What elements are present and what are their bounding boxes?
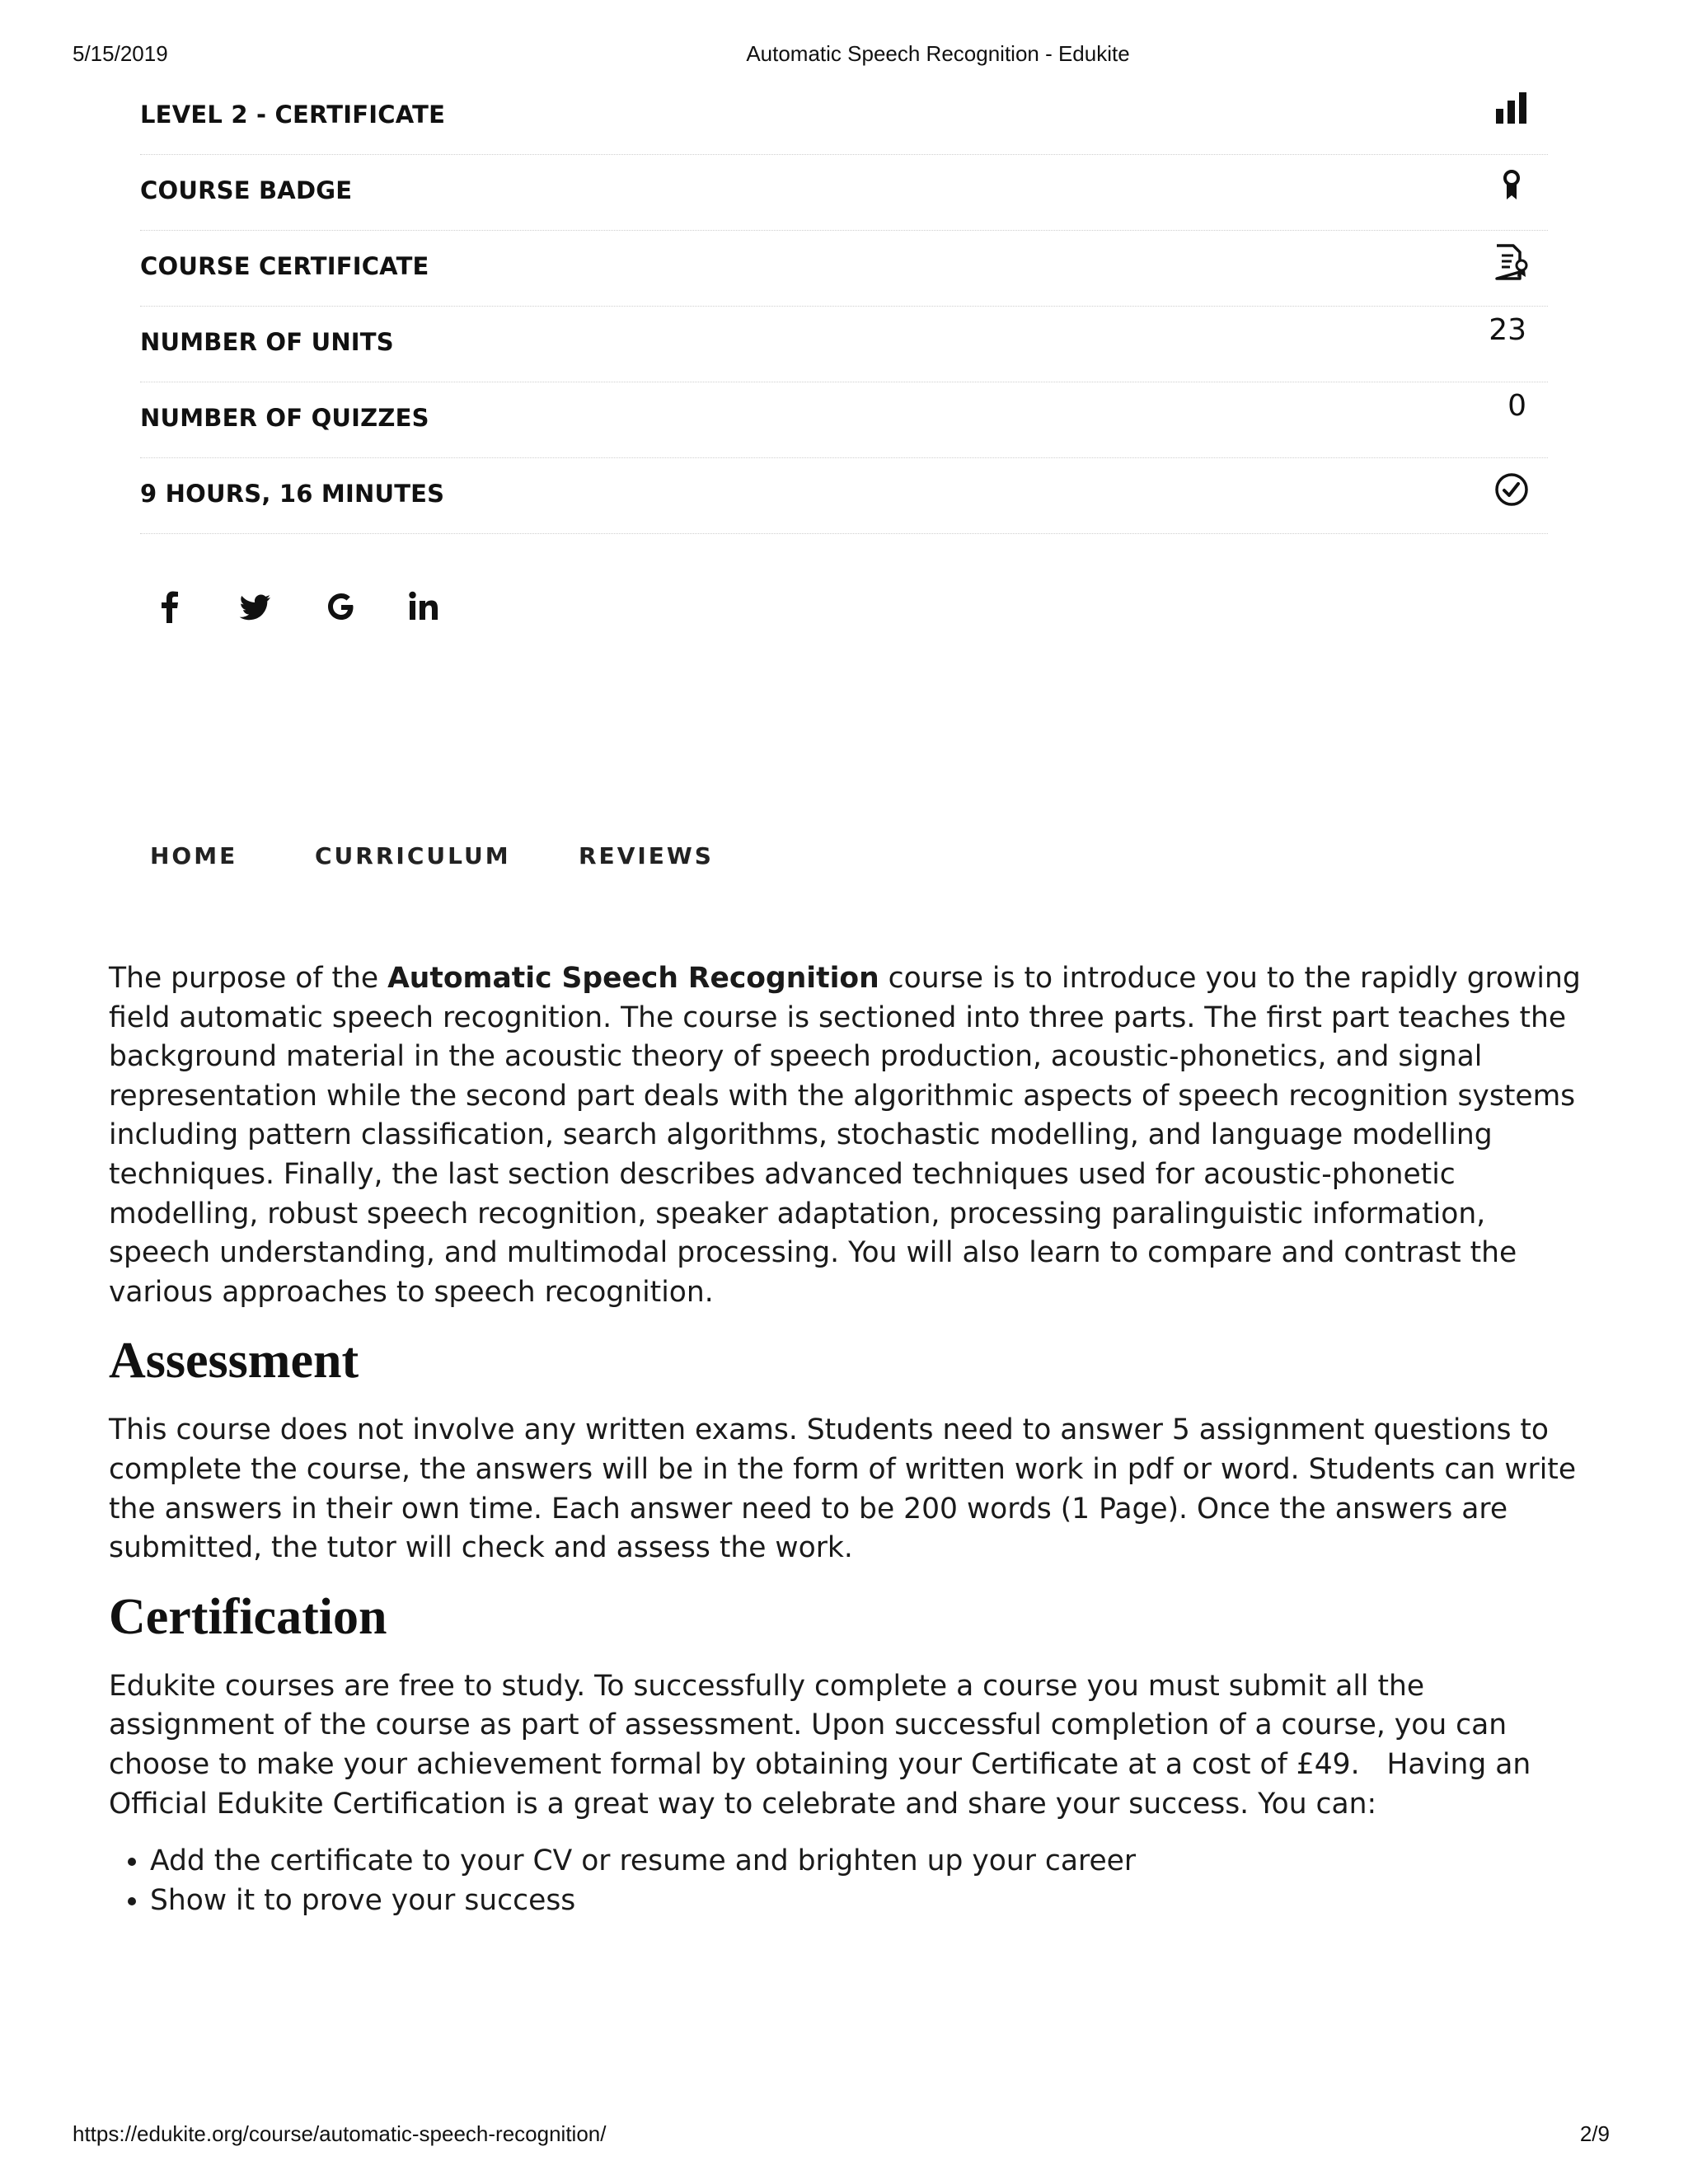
intro-text-end: course is to introduce you to the rapidly growing field automatic speech recognition. The course is sectioned into three parts. The first part teaches the background material in the acoustic theory of speech production, acoustic-phonetics, and signal representation while the second part deals with the algorithmic aspects of speech recognition systems including pattern classification, search algorithms, stochastic modelling, and language modelling techniques. Finally, the last section describes advanced techniques used for acoustic-phonetic modelling, robust speech recognition, speaker adaptation, processing paralinguistic information, speech understanding, and multimodal processing. You will also learn to compare and contrast the various approaches to speech recognition. (109, 962, 1581, 1309)
assessment-heading: Assessment (109, 1333, 359, 1390)
print-date: 5/15/2019 (73, 41, 168, 66)
clock-check-icon (1492, 470, 1531, 509)
badge-icon (1492, 166, 1531, 206)
tab-home[interactable]: HOME (150, 842, 238, 869)
certification-heading: Certification (109, 1588, 387, 1645)
meta-row-duration (140, 458, 1548, 534)
certification-paragraph: Edukite courses are free to study. To successfully complete a course you must submit all the assignment of the course as part of assessment. Upon successful completion of a course, you can choose to make your achievement formal by obtaining your Certificate at a cost of £49. Having an Official Edukite Certification is a great way to celebrate and share your success. You can: (109, 1669, 1540, 1821)
print-header (0, 41, 1688, 66)
course-description (109, 959, 1584, 1920)
course-name: Automatic Speech Recognition (387, 962, 879, 995)
quizzes-count: 0 (1507, 389, 1526, 423)
twitter-icon[interactable] (237, 587, 274, 626)
google-icon[interactable] (323, 587, 359, 626)
list-item: • Add the certificate to your CV or resume and brighten up your career (150, 1842, 1584, 1882)
course-meta-list (140, 79, 1548, 534)
meta-label: NUMBER OF QUIZZES (140, 404, 429, 432)
meta-label: COURSE BADGE (140, 176, 353, 204)
units-count: 23 (1489, 313, 1526, 347)
meta-label: 9 HOURS, 16 MINUTES (140, 480, 445, 508)
certification-benefits-list (109, 1842, 1584, 1920)
meta-label: LEVEL 2 - CERTIFICATE (140, 101, 446, 129)
meta-row-quizzes (140, 382, 1548, 458)
meta-row-badge (140, 155, 1548, 231)
certificate-icon (1492, 242, 1531, 282)
intro-paragraph (109, 959, 1584, 1312)
meta-label: NUMBER OF UNITS (140, 328, 394, 356)
tab-curriculum[interactable]: CURRICULUM (315, 842, 511, 869)
print-url: https://edukite.org/course/automatic-speech-recognition/ (73, 2121, 607, 2146)
bar-chart-icon (1492, 91, 1531, 130)
intro-text-start: The purpose of the (109, 962, 388, 995)
meta-row-level (140, 79, 1548, 155)
tab-reviews[interactable]: REVIEWS (579, 842, 714, 869)
meta-row-units (140, 307, 1548, 382)
print-title: Automatic Speech Recognition - Edukite (746, 41, 1130, 66)
assessment-paragraph: This course does not involve any written exams. Students need to answer 5 assignment questions to complete the course, the answers will be in the form of written work in pdf or word. Students can write the answers in their own time. Each answer need to be 200 words (1 Page). Once the answers are submitted, the tutor will check and assess the work. (109, 1413, 1577, 1565)
facebook-icon[interactable] (152, 587, 188, 626)
print-page-number: 2/9 (1579, 2121, 1610, 2146)
list-item: • Show it to prove your success (150, 1882, 1584, 1921)
meta-label: COURSE CERTIFICATE (140, 252, 429, 280)
linkedin-icon[interactable] (406, 587, 442, 626)
meta-row-certificate (140, 231, 1548, 307)
